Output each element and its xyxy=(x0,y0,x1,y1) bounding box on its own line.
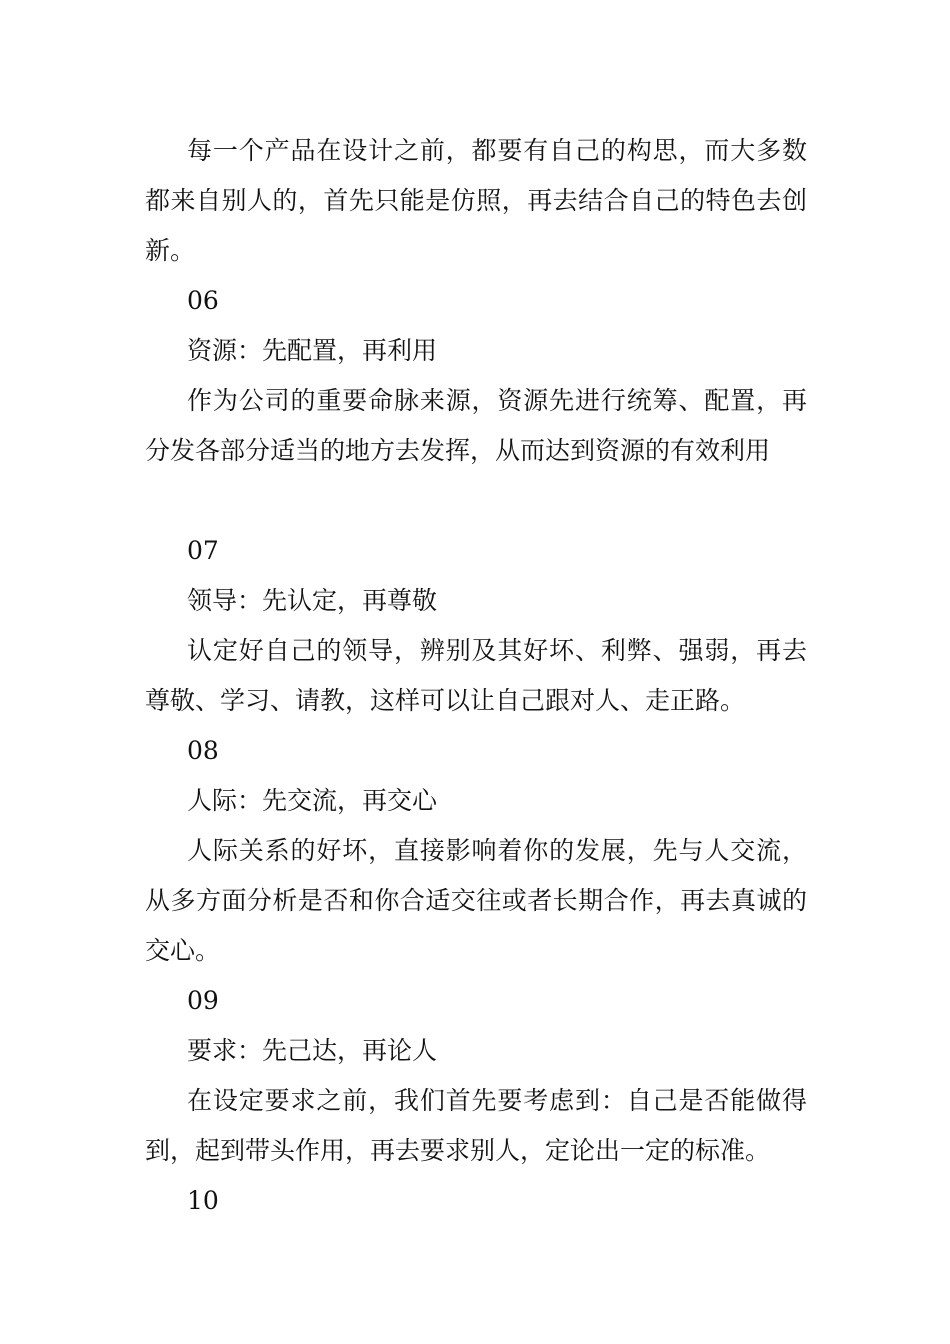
blank-line xyxy=(145,476,807,526)
paragraph-product-design: 每一个产品在设计之前，都要有自己的构思，而大多数都来自别人的，首先只能是仿照，再去结合自己的特色去创新。 xyxy=(145,136,807,265)
section-number-06: 06 xyxy=(187,286,219,315)
section-heading-leadership: 领导：先认定，再尊敬 xyxy=(187,586,438,615)
section-heading-requirements: 要求：先己达，再论人 xyxy=(187,1036,438,1065)
section-number-08: 08 xyxy=(187,736,219,765)
paragraph-resources: 作为公司的重要命脉来源，资源先进行统筹、配置，再分发各部分适当的地方去发挥，从而达到资源的有效利用 xyxy=(145,386,807,465)
paragraph-leadership: 认定好自己的领导，辨别及其好坏、利弊、强弱，再去尊敬、学习、请教，这样可以让自己跟对人、走正路。 xyxy=(145,636,807,715)
paragraph-relationships: 人际关系的好坏，直接影响着你的发展，先与人交流，从多方面分析是否和你合适交往或者长期合作，再去真诚的交心。 xyxy=(145,836,807,965)
document-body xyxy=(145,126,807,1226)
section-number-09: 09 xyxy=(187,986,219,1015)
section-heading-relationships: 人际：先交流，再交心 xyxy=(187,786,438,815)
section-heading-resources: 资源：先配置，再利用 xyxy=(187,336,438,365)
section-number-07: 07 xyxy=(187,536,219,565)
section-number-10: 10 xyxy=(187,1186,219,1215)
paragraph-requirements: 在设定要求之前，我们首先要考虑到：自己是否能做得到，起到带头作用，再去要求别人，定论出一定的标准。 xyxy=(145,1086,807,1165)
